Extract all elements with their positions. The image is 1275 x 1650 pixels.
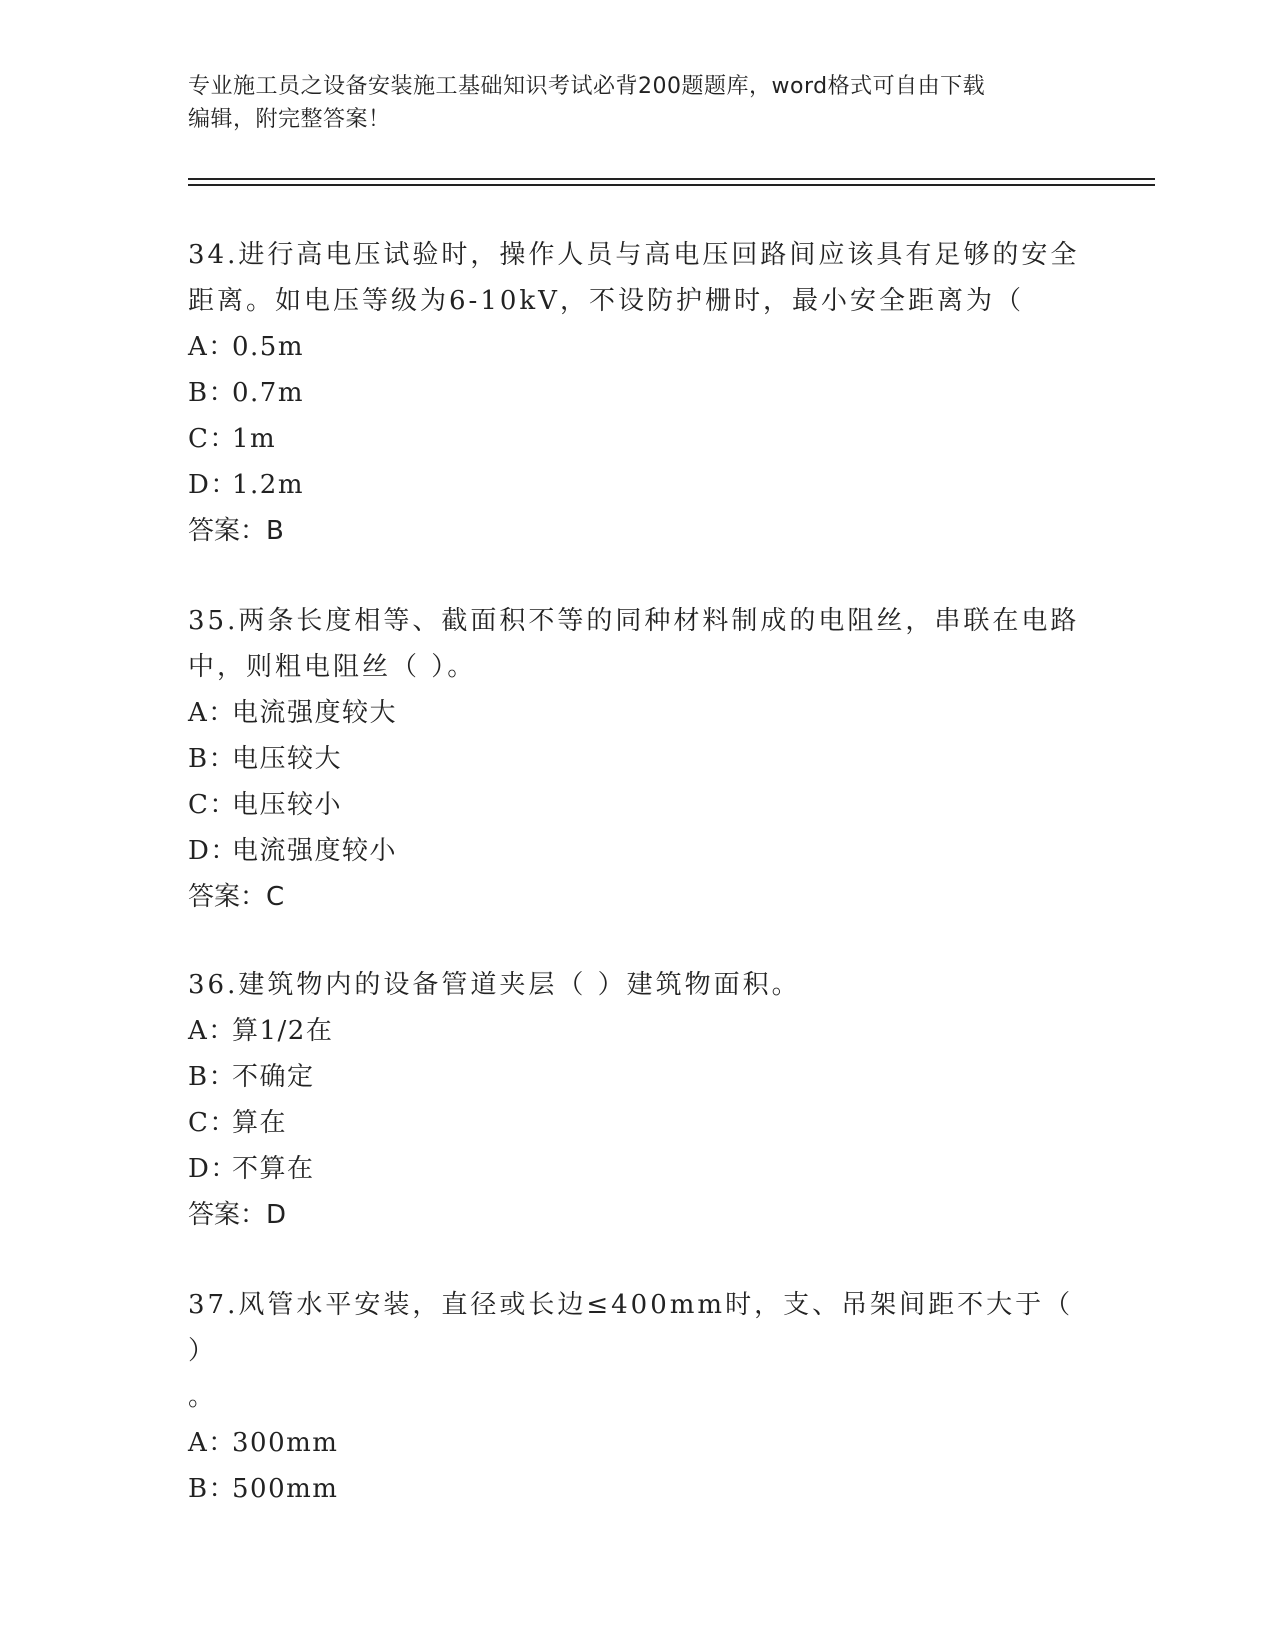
option-a <box>188 324 1088 370</box>
header-line-1: 专业施工员之设备安装施工基础知识考试必背200题题库，word格式可自由下载 <box>188 74 986 99</box>
option-letter: D： <box>188 836 238 866</box>
option-d <box>188 1146 1088 1192</box>
question-36 <box>188 962 1088 1238</box>
option-b <box>188 370 1088 416</box>
option-text: 500mm <box>232 1474 339 1504</box>
option-text: 算1/2在 <box>232 1016 334 1046</box>
option-letter: A： <box>188 1428 236 1458</box>
option-text: 电压较大 <box>232 744 343 774</box>
header-line-2: 编辑，附完整答案！ <box>188 107 391 132</box>
option-a <box>188 1008 1088 1054</box>
option-b <box>188 1054 1088 1100</box>
question-37 <box>188 1282 1088 1512</box>
option-text: 1m <box>232 424 277 454</box>
answer-line: 答案：D <box>188 1200 287 1230</box>
answer-line: 答案：B <box>188 516 284 546</box>
question-35 <box>188 598 1088 920</box>
option-letter: B： <box>188 744 237 774</box>
header-divider-top <box>188 178 1155 180</box>
option-letter: C： <box>188 1108 237 1138</box>
option-letter: B： <box>188 1062 237 1092</box>
option-a <box>188 690 1088 736</box>
question-stem-line: 。 <box>188 1382 218 1412</box>
option-c <box>188 782 1088 828</box>
question-stem-line: 36.建筑物内的设备管道夹层（ ）建筑物面积。 <box>188 970 801 1000</box>
option-text: 不确定 <box>232 1062 315 1092</box>
option-letter: A： <box>188 1016 236 1046</box>
document-header <box>188 70 1068 136</box>
option-b <box>188 1466 1088 1512</box>
option-letter: B： <box>188 378 237 408</box>
question-stem-line: 34.进行高电压试验时，操作人员与高电压回路间应该具有足够的安全 <box>188 240 1080 270</box>
question-stem-line: 37.风管水平安装，直径或长边≤400mm时，支、吊架间距不大于（ ） <box>188 1290 1074 1366</box>
answer-line: 答案：C <box>188 882 285 912</box>
option-d <box>188 828 1088 874</box>
option-letter: A： <box>188 332 236 362</box>
option-a <box>188 1420 1088 1466</box>
option-text: 0.5m <box>232 332 305 362</box>
option-text: 不算在 <box>232 1154 315 1184</box>
option-letter: D： <box>188 1154 238 1184</box>
question-34 <box>188 232 1088 554</box>
option-d <box>188 462 1088 508</box>
option-b <box>188 736 1088 782</box>
question-stem-line: 距离。如电压等级为6-10kV，不设防护栅时，最小安全距离为（ <box>188 286 1024 316</box>
header-divider-bottom <box>188 184 1155 186</box>
option-c <box>188 416 1088 462</box>
question-stem-line: 35.两条长度相等、截面积不等的同种材料制成的电阻丝，串联在电路 <box>188 606 1080 636</box>
option-letter: B： <box>188 1474 237 1504</box>
option-text: 300mm <box>232 1428 339 1458</box>
option-text: 1.2m <box>232 470 305 500</box>
option-letter: D： <box>188 470 238 500</box>
option-text: 0.7m <box>232 378 305 408</box>
option-text: 算在 <box>232 1108 288 1138</box>
option-c <box>188 1100 1088 1146</box>
option-text: 电流强度较大 <box>232 698 398 728</box>
question-stem-line: 中，则粗电阻丝（ ）。 <box>188 652 477 682</box>
option-letter: C： <box>188 790 237 820</box>
option-letter: C： <box>188 424 237 454</box>
option-letter: A： <box>188 698 236 728</box>
option-text: 电压较小 <box>232 790 343 820</box>
option-text: 电流强度较小 <box>232 836 398 866</box>
